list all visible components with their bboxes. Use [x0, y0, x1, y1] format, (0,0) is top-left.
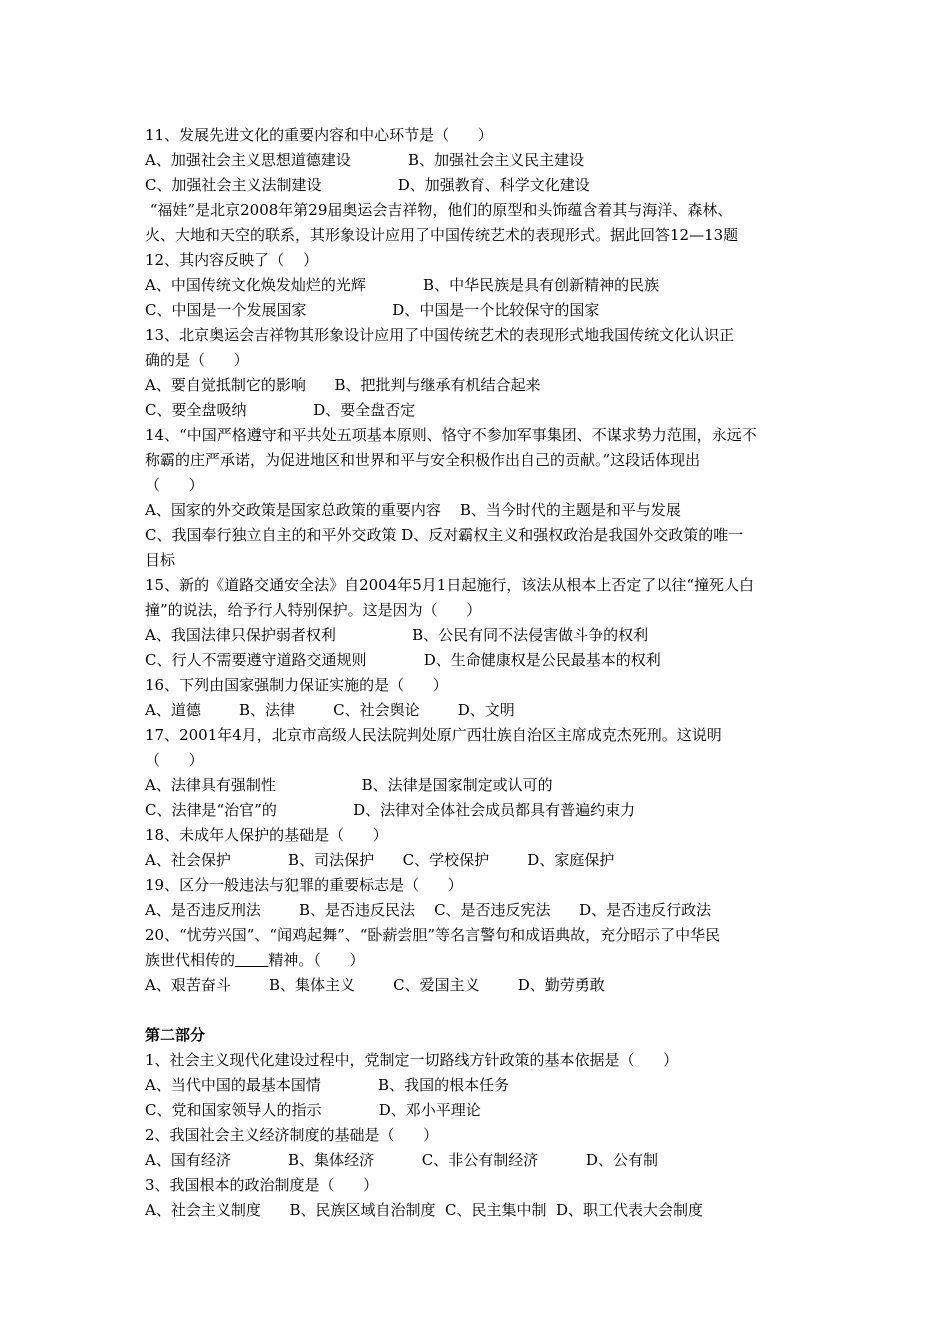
- question-text-line: C、中国是一个发展国家 D、中国是一个比较保守的国家: [145, 301, 600, 319]
- question-text-line: C、要全盘吸纳 D、要全盘否定: [145, 401, 416, 419]
- question-text-line: 13、北京奥运会吉祥物其形象设计应用了中国传统艺术的表现形式地我国传统文化认识正: [145, 326, 735, 344]
- question-text-line: A、社会保护 B、司法保护 C、学校保护 D、家庭保护: [145, 851, 615, 869]
- section-two-text-line: 3、我国根本的政治制度是（ ）: [145, 1176, 379, 1194]
- question-20-options: A、艰苦奋斗 B、集体主义 C、爱国主义 D、勤劳勇敢: [145, 976, 605, 994]
- question-text-line: A、加强社会主义思想道德建设 B、加强社会主义民主建设: [145, 151, 585, 169]
- question-20: [145, 923, 810, 998]
- question-text-line: A、是否违反刑法 B、是否违反民法 C、是否违反宪法 D、是否违反行政法: [145, 901, 712, 919]
- question-text-line: 19、区分一般违法与犯罪的重要标志是（ ）: [145, 876, 463, 894]
- question-20-stem-line-2: [145, 948, 810, 973]
- question-20-stem-line-1: 20、“忧劳兴国”、“闻鸡起舞”、“卧薪尝胆”等名言警句和成语典故，充分昭示了中华民: [145, 926, 721, 944]
- question-text-line: C、我国奉行独立自主的和平外交政策 D、反对霸权主义和强权政治是我国外交政策的唯一: [145, 526, 744, 544]
- fill-in-blank: [235, 951, 268, 969]
- section-two-text-line: 2、我国社会主义经济制度的基础是（ ）: [145, 1126, 439, 1144]
- question-text-line: （ ）: [145, 751, 204, 769]
- question-text-line: 15、新的《道路交通安全法》自2004年5月1日起施行，该法从根本上否定了以往“撞死人白: [145, 576, 755, 594]
- question-20-text-before-blank: 族世代相传的: [145, 951, 236, 969]
- section-spacer: [145, 998, 810, 1023]
- question-text-line: “福娃”是北京2008年第29届奥运会吉祥物，他们的原型和头饰蕴含着其与海洋、森林、: [145, 201, 733, 219]
- section-two-text-line: C、党和国家领导人的指示 D、邓小平理论: [145, 1101, 481, 1119]
- section-two-text-line: A、国有经济 B、集体经济 C、非公有制经济 D、公有制: [145, 1151, 658, 1169]
- question-text-line: A、我国法律只保护弱者权利 B、公民有同不法侵害做斗争的权利: [145, 626, 649, 644]
- question-text-line: C、行人不需要遵守道路交通规则 D、生命健康权是公民最基本的权利: [145, 651, 661, 669]
- question-text-line: 17、2001年4月，北京市高级人民法院判处原广西壮族自治区主席成克杰死刑。这说明: [145, 726, 722, 744]
- section-two-text-line: A、当代中国的最基本国情 B、我国的根本任务: [145, 1076, 510, 1094]
- question-text-line: 称霸的庄严承诺，为促进地区和世界和平与安全积极作出自己的贡献。”这段话体现出: [145, 451, 701, 469]
- section-two-text-line: 1、社会主义现代化建设过程中，党制定一切路线方针政策的基本依据是（ ）: [145, 1051, 679, 1069]
- question-text-line: A、要自觉抵制它的影响 B、把批判与继承有机结合起来: [145, 376, 541, 394]
- question-text-line: 撞”的说法，给予行人特别保护。这是因为（ ）: [145, 601, 482, 619]
- question-text-line: C、加强社会主义法制建设 D、加强教育、科学文化建设: [145, 176, 590, 194]
- question-text-line: 确的是（ ）: [145, 351, 249, 369]
- question-20-text-after-blank: 精神。（ ）: [268, 951, 365, 969]
- section-two-text-line: A、社会主义制度 B、民族区域自治制度 C、民主集中制 D、职工代表大会制度: [145, 1201, 704, 1219]
- part-two-questions: [145, 1048, 810, 1223]
- question-text-line: 12、其内容反映了（ ）: [145, 251, 319, 269]
- question-text-line: 14、“中国严格遵守和平共处五项基本原则、恪守不参加军事集团、不谋求势力范围，永远不: [145, 426, 757, 444]
- question-text-line: C、法律是“治官”的 D、法律对全体社会成员都具有普遍约束力: [145, 801, 636, 819]
- question-text-line: 目标: [145, 551, 176, 569]
- question-text-line: A、国家的外交政策是国家总政策的重要内容 B、当今时代的主题是和平与发展: [145, 501, 681, 519]
- question-text-line: 18、未成年人保护的基础是（ ）: [145, 826, 388, 844]
- question-text-line: （ ）: [145, 476, 204, 494]
- section-two-heading: 第二部分: [145, 1026, 206, 1044]
- question-text-line: 16、下列由国家强制力保证实施的是（ ）: [145, 676, 448, 694]
- part-one-questions: [145, 123, 810, 923]
- question-text-line: A、道德 B、法律 C、社会舆论 D、文明: [145, 701, 515, 719]
- question-text-line: 火、大地和天空的联系，其形象设计应用了中国传统艺术的表现形式。据此回答12—13题: [145, 226, 739, 244]
- question-text-line: 11、发展先进文化的重要内容和中心环节是（ ）: [145, 126, 493, 144]
- question-text-line: A、法律具有强制性 B、法律是国家制定或认可的: [145, 776, 553, 794]
- question-text-line: A、中国传统文化焕发灿烂的光辉 B、中华民族是具有创新精神的民族: [145, 276, 660, 294]
